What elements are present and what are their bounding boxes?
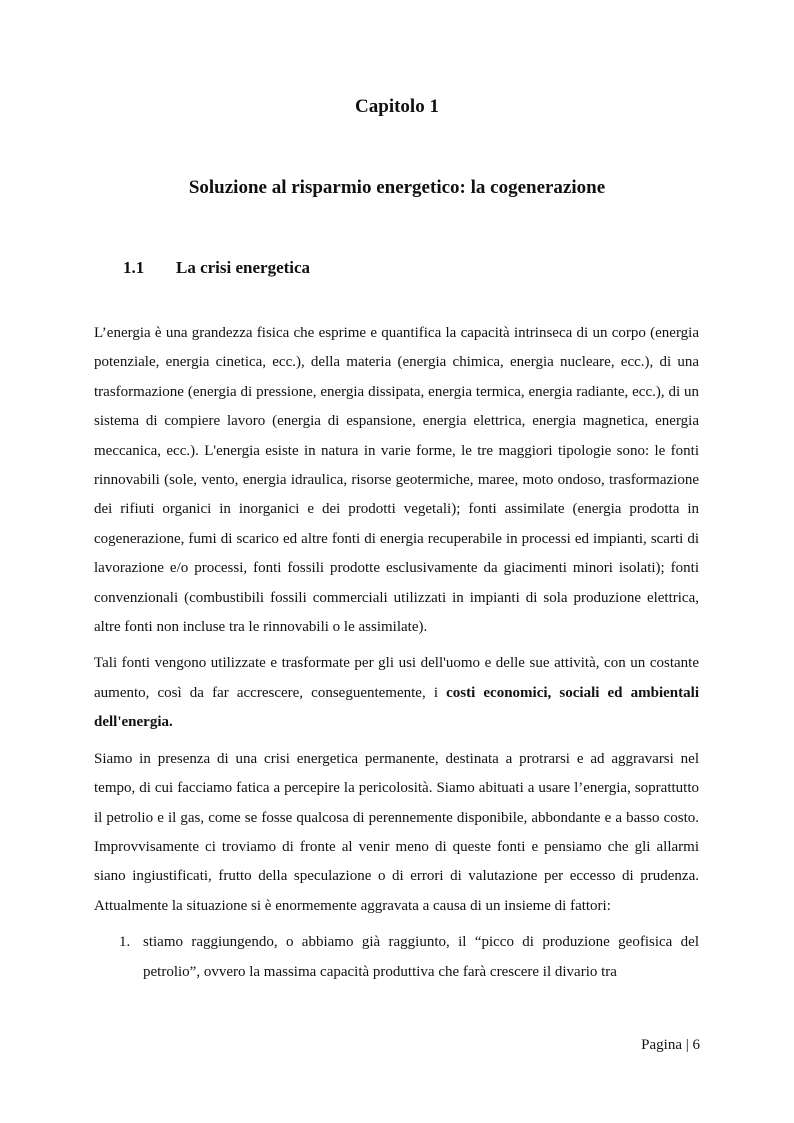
page-number: Pagina | 6	[641, 1037, 700, 1053]
list-item-text: stiamo raggiungendo, o abbiamo già raggiunto, il “picco di produzione geofisica del petrolio”, ovvero la massima capacità produttiva che farà crescere il divario tra	[143, 934, 699, 980]
section-heading	[123, 258, 310, 278]
paragraph-energy-costs-text: Tali fonti vengono utilizzate e trasformate per gli usi dell'uomo e delle sue attività, con un costante aumento, così da far accrescere, conseguentemente, i	[94, 655, 699, 701]
list-item	[94, 928, 699, 987]
section-title: La crisi energetica	[176, 258, 311, 277]
paragraph-energy-crisis: Siamo in presenza di una crisi energetica permanente, destinata a protrarsi e ad aggravarsi nel tempo, di cui facciamo fatica a percepire la pericolosità. Siamo abituati a usare l’energia, soprattutto il petrolio e il gas, come se fosse qualcosa di perennemente disponibile, abbondante e a basso costo. Improvvisamente ci troviamo di fronte al venir meno di queste fonti e pensiamo che gli allarmi siano ingiustificati, frutto della speculazione o di errori di valutazione per eccesso di prudenza. Attualmente la situazione si è enormemente aggravata a causa di un insieme di fattori:	[94, 750, 699, 914]
paragraph-energy-costs	[94, 649, 699, 737]
chapter-title: Capitolo 1	[355, 96, 439, 117]
factors-list	[94, 928, 699, 987]
list-item-marker: 1.	[119, 934, 131, 951]
section-number: 1.1	[123, 258, 145, 277]
body-text	[94, 319, 699, 987]
chapter-subtitle: Soluzione al risparmio energetico: la cogenerazione	[188, 177, 606, 198]
paragraph-energy-definition: L’energia è una grandezza fisica che esprime e quantifica la capacità intrinseca di un corpo (energia potenziale, energia cinetica, ecc.), della materia (energia chimica, energia nucleare, ecc.), di una trasformazione (energia di pressione, energia dissipata, energia termica, energia radiante, ecc.), di un sistema di compiere lavoro (energia di espansione, energia elettrica, energia magnetica, energia meccanica, ecc.). L'energia esiste in natura in varie forme, le tre maggiori tipologie sono: le fonti rinnovabili (sole, vento, energia idraulica, risorse geotermiche, maree, moto ondoso, trasformazione dei rifiuti organici in inorganici e dei prodotti vegetali); fonti assimilate (energia prodotta in cogenerazione, fumi di scarico ed altre fonti di energia recuperabile in processi ed impianti, scarti di lavorazione e/o processi, fonti fossili prodotte esclusivamente da giacimenti minori isolati); fonti convenzionali (combustibili fossili commerciali utilizzati in impianti di sola produzione elettrica, altre fonti non incluse tra le rinnovabili o le assimilate).	[94, 325, 699, 636]
paragraph-energy-costs-emphasis: costi economici, sociali ed ambientali dell'energia.	[94, 684, 699, 731]
